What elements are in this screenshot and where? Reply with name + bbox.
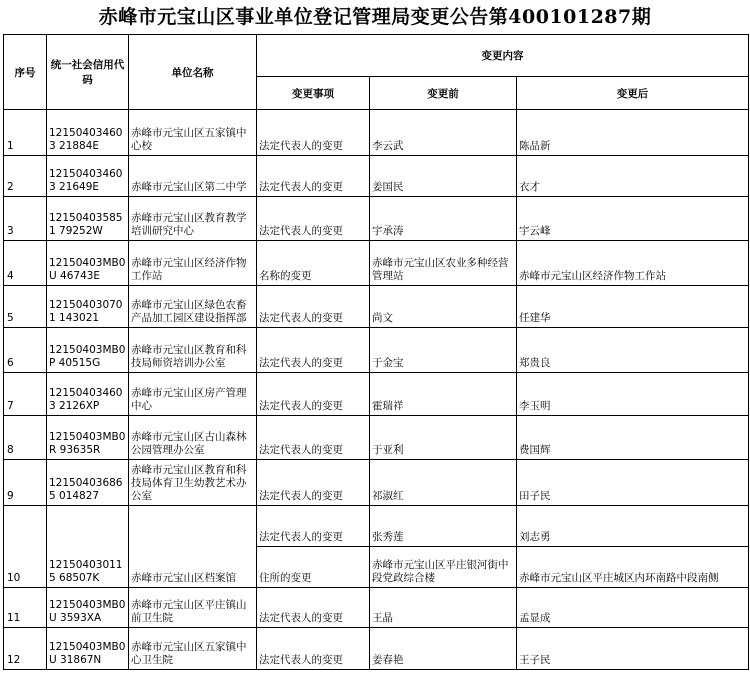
cell-after: 衣才	[517, 156, 749, 197]
page-title: 赤峰市元宝山区事业单位登记管理局变更公告第400101287期	[98, 6, 652, 28]
table-row	[4, 588, 749, 628]
cell-name: 赤峰市元宝山区教育和科技局师资培训办公室	[129, 328, 257, 373]
header-change-content: 变更内容	[257, 35, 749, 77]
cell-name: 赤峰市元宝山区教育教学培训研究中心	[129, 197, 257, 241]
cell-after: 赤峰市元宝山区平庄城区内环南路中段南侧	[517, 547, 749, 588]
cell-after: 宇云峰	[517, 197, 749, 241]
cell-before: 赤峰市元宝山区农业多种经营管理站	[370, 241, 517, 286]
table-row	[4, 156, 749, 197]
cell-name: 赤峰市元宝山区绿色农畜产品加工园区建设指挥部	[129, 286, 257, 328]
cell-name: 赤峰市元宝山区五家镇中心卫生院	[129, 628, 257, 670]
cell-seq: 5	[4, 286, 47, 328]
table-row	[4, 241, 749, 286]
cell-item: 法定代表人的变更	[257, 416, 370, 460]
cell-code: 12150403MB0R 93635R	[47, 416, 129, 460]
cell-seq: 9	[4, 460, 47, 506]
cell-item: 法定代表人的变更	[257, 197, 370, 241]
cell-item: 法定代表人的变更	[257, 628, 370, 670]
cell-before: 赤峰市元宝山区平庄银河街中段党政综合楼	[370, 547, 517, 588]
table-row	[4, 328, 749, 373]
cell-code: 121504030115 68507K	[47, 506, 129, 588]
cell-seq: 11	[4, 588, 47, 628]
header-code: 统一社会信用代码	[47, 35, 129, 110]
cell-before: 李云武	[370, 110, 517, 156]
cell-name: 赤峰市元宝山区平庄镇山前卫生院	[129, 588, 257, 628]
cell-seq: 12	[4, 628, 47, 670]
header-before: 变更前	[370, 77, 517, 110]
cell-before: 尚文	[370, 286, 517, 328]
cell-code: 121504030701 143021	[47, 286, 129, 328]
table-row	[4, 197, 749, 241]
cell-seq: 2	[4, 156, 47, 197]
header-seq: 序号	[4, 35, 47, 110]
cell-seq: 3	[4, 197, 47, 241]
cell-item: 法定代表人的变更	[257, 460, 370, 506]
cell-item: 法定代表人的变更	[257, 328, 370, 373]
table-row	[4, 460, 749, 506]
cell-before: 张秀莲	[370, 506, 517, 547]
cell-seq: 8	[4, 416, 47, 460]
header-item: 变更事项	[257, 77, 370, 110]
table-row	[4, 110, 749, 156]
cell-code: 121504034603 2126XP	[47, 373, 129, 416]
cell-name: 赤峰市元宝山区经济作物工作站	[129, 241, 257, 286]
cell-seq: 10	[4, 506, 47, 588]
cell-code: 12150403MB0U 46743E	[47, 241, 129, 286]
cell-item: 法定代表人的变更	[257, 588, 370, 628]
cell-before: 于亚利	[370, 416, 517, 460]
table-row	[4, 416, 749, 460]
cell-code: 121504036865 014827	[47, 460, 129, 506]
cell-seq: 1	[4, 110, 47, 156]
cell-item: 法定代表人的变更	[257, 373, 370, 416]
cell-after: 费国辉	[517, 416, 749, 460]
cell-code: 121504035851 79252W	[47, 197, 129, 241]
table-row	[4, 286, 749, 328]
cell-before: 霍瑞祥	[370, 373, 517, 416]
cell-item: 法定代表人的变更	[257, 286, 370, 328]
cell-seq: 4	[4, 241, 47, 286]
cell-code: 12150403MB0U 31867N	[47, 628, 129, 670]
announcement-table	[3, 34, 749, 670]
cell-item: 名称的变更	[257, 241, 370, 286]
cell-after: 赤峰市元宝山区经济作物工作站	[517, 241, 749, 286]
cell-name: 赤峰市元宝山区古山森林公园管理办公室	[129, 416, 257, 460]
cell-after: 陈品新	[517, 110, 749, 156]
cell-code: 121504034603 21649E	[47, 156, 129, 197]
table-row	[4, 628, 749, 670]
table-row	[4, 373, 749, 416]
cell-item: 住所的变更	[257, 547, 370, 588]
cell-after: 任建华	[517, 286, 749, 328]
cell-before: 姜春艳	[370, 628, 517, 670]
cell-seq: 6	[4, 328, 47, 373]
cell-after: 郑贵良	[517, 328, 749, 373]
cell-item: 法定代表人的变更	[257, 156, 370, 197]
cell-name: 赤峰市元宝山区五家镇中心校	[129, 110, 257, 156]
cell-seq: 7	[4, 373, 47, 416]
cell-before: 王晶	[370, 588, 517, 628]
cell-before: 宇承涛	[370, 197, 517, 241]
cell-code: 121504034603 21884E	[47, 110, 129, 156]
table-body	[4, 110, 749, 670]
cell-after: 王子民	[517, 628, 749, 670]
cell-item: 法定代表人的变更	[257, 506, 370, 547]
cell-before: 祁淑红	[370, 460, 517, 506]
cell-item: 法定代表人的变更	[257, 110, 370, 156]
cell-name: 赤峰市元宝山区教育和科技局体育卫生幼教艺术办公室	[129, 460, 257, 506]
header-after: 变更后	[517, 77, 749, 110]
cell-name: 赤峰市元宝山区房产管理中心	[129, 373, 257, 416]
cell-after: 李玉明	[517, 373, 749, 416]
header-name: 单位名称	[129, 35, 257, 110]
cell-code: 12150403MB0P 40515G	[47, 328, 129, 373]
cell-name: 赤峰市元宝山区档案馆	[129, 506, 257, 588]
table-row	[4, 506, 749, 547]
cell-before: 姜国民	[370, 156, 517, 197]
cell-before: 于金宝	[370, 328, 517, 373]
cell-after: 田子民	[517, 460, 749, 506]
cell-name: 赤峰市元宝山区第二中学	[129, 156, 257, 197]
cell-code: 12150403MB0U 3593XA	[47, 588, 129, 628]
cell-after: 孟显成	[517, 588, 749, 628]
cell-after: 刘志勇	[517, 506, 749, 547]
